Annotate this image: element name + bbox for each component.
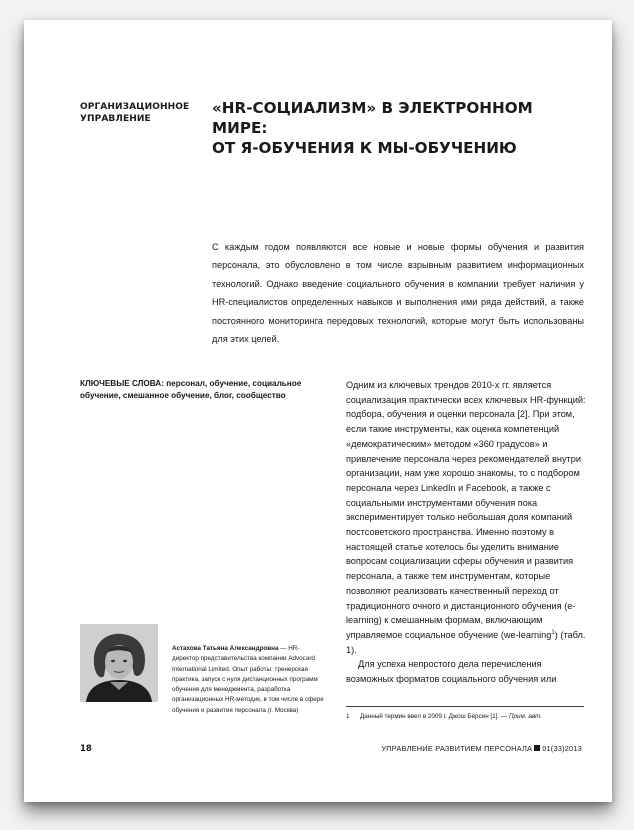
square-separator-icon: [534, 745, 540, 751]
journal-footer: [381, 744, 582, 753]
footnote-text: Данный термин ввел в 2009 г. Джош Берсин [1]. —: [360, 713, 509, 720]
page-number: 18: [80, 744, 92, 754]
author-photo: [80, 624, 158, 702]
journal-name: УПРАВЛЕНИЕ РАЗВИТИЕМ ПЕРСОНАЛА: [381, 744, 533, 753]
author-bio-text: — HR-директор представительства компании Advocard International Limited. Опыт работы: тренерская практика, запуск с нуля дистанционных программ обучения для менеджмента, разработка организационных HR-методик, в том числе в сфере обучения и развития персонала (г. Москва): [172, 645, 324, 714]
footnote: [346, 712, 584, 721]
journal-issue: 01(33)2013: [542, 744, 582, 753]
title-line-2: ОТ Я-ОБУЧЕНИЯ К МЫ-ОБУЧЕНИЮ: [212, 139, 517, 157]
body-paragraph: Для успеха непростого дела перечисления возможных форматов социального обучения или: [346, 659, 557, 685]
keywords: КЛЮЧЕВЫЕ СЛОВА: персонал, обучение, социальное обучение, смешанное обучение, блог, сообщество: [80, 379, 302, 400]
footnote-ref: 1: [551, 629, 555, 636]
article-title: [212, 98, 592, 158]
section-label: ОРГАНИЗАЦИОННОЕ УПРАВЛЕНИЕ: [80, 102, 190, 124]
title-line-1: «HR-СОЦИАЛИЗМ» В ЭЛЕКТРОННОМ МИРЕ:: [212, 99, 533, 137]
body-paragraph-end: ) (табл. 1).: [346, 629, 586, 655]
body-paragraph-text: Одним из ключевых трендов 2010-х гг. является социализация практически всех ключевых HR-функций: подбора, обучения и оценки персонала [2]. При этом, если такие инструменты, как оценка компетенций «демократическим» методом «360 градусов» и привлечение персонала через рекомендателей внутри организации, нам уже хорошо знакомы, то с подбором персонала через LinkedIn и Facebook, а также с социальными инструментами обучения пока экспериментирует только небольшая доля компаний постсоветского пространства. Именно поэтому в настоящей статье хотелось бы уделить внимание вопросам социализации сферы обучения и развития персонала, а также тем инструментам, которые позволяют реализовать качественный переход от традиционного очного и дистанционного обучения (e-learning) к смешанным формам, включающим управляемое социальное обучение (we-learning: [346, 380, 586, 640]
author-bio: [172, 644, 324, 716]
author-name: Астахова Татьяна Александровна: [172, 645, 279, 652]
footnote-note: Прим. авт.: [508, 713, 543, 720]
article-lead: С каждым годом появляются все новые и новые формы обучения и развития персонала, это обусловлено в том числе взрывным развитием информационных технологий. Однако введение социального обучения в компании требует наличия у HR-специалистов определенных навыков и выполнения ими ряда действий, а также постоянного мониторинга передовых технологий, которые могут быть использованы для этих целей.: [212, 242, 584, 345]
footnote-divider: [346, 706, 584, 707]
footnote-number: 1: [346, 713, 350, 720]
journal-page: [24, 20, 612, 802]
body-paragraph: [346, 378, 586, 657]
article-body: [346, 378, 586, 687]
